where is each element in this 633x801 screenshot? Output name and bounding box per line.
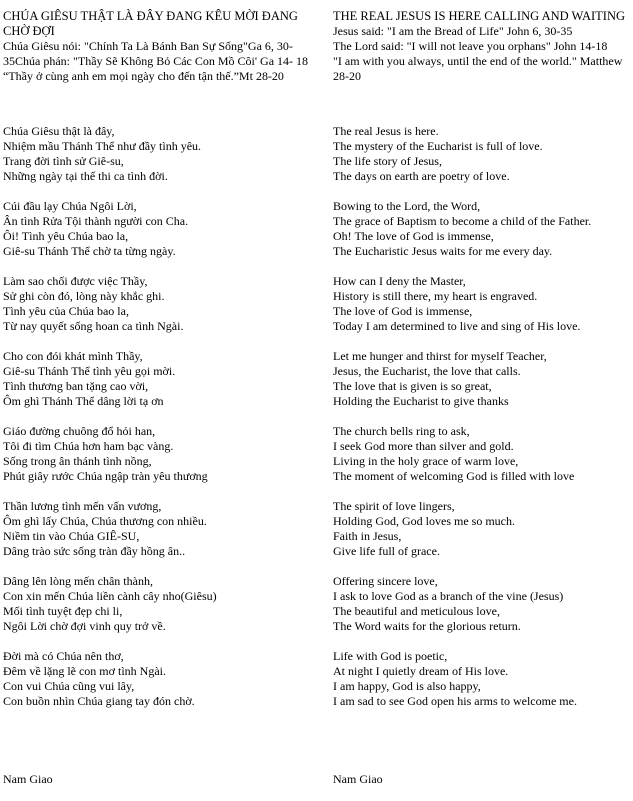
- stanza: [333, 649, 631, 709]
- poem-line: Giáo đường chuông đổ hỏi han,: [3, 424, 156, 438]
- poem-line: Ôm ghì Thánh Thể dâng lời tạ ơn: [3, 394, 164, 408]
- poem-line: The mystery of the Eucharist is full of love.: [333, 139, 543, 153]
- intro-line: “Thầy ở cùng anh em mọi ngày cho đến tận thế.”Mt 28-20: [3, 69, 284, 83]
- poem-line: Dâng lên lòng mến chân thành,: [3, 574, 153, 588]
- poem-line: Con buồn nhìn Chúa giang tay đón chờ.: [3, 694, 195, 708]
- poem-line: Tình yêu của Chúa bao la,: [3, 304, 129, 318]
- poem-line: At night I quietly dream of His love.: [333, 664, 509, 678]
- poem-line: History is still there, my heart is engraved.: [333, 289, 538, 303]
- poem-line: Từ nay quyết sống hoan ca tình Ngài.: [3, 319, 184, 333]
- stanza: [3, 124, 321, 184]
- poem-line: The love of God is immense,: [333, 304, 473, 318]
- stanza: [3, 274, 321, 334]
- poem-line: Thần lương tình mến vấn vương,: [3, 499, 162, 513]
- poem-line: Holding God, God loves me so much.: [333, 514, 515, 528]
- intro-line: The Lord said: "I will not leave you orphans" John 14-18: [333, 39, 608, 53]
- poem-line: Phút giây rước Chúa ngập tràn yêu thương: [3, 469, 208, 483]
- english-poem: [333, 124, 631, 709]
- english-column: [333, 9, 631, 709]
- poem-line: The spirit of love lingers,: [333, 499, 455, 513]
- vietnamese-column: [3, 9, 321, 709]
- poem-line: The Word waits for the glorious return.: [333, 619, 521, 633]
- poem-line: Nhiệm mầu Thánh Thể như đầy tình yêu.: [3, 139, 202, 153]
- poem-line: The love that is given is so great,: [333, 379, 492, 393]
- stanza: [333, 499, 631, 559]
- poem-line: Sử ghi còn đó, lòng này khắc ghi.: [3, 289, 165, 303]
- stanza: [3, 499, 321, 559]
- poem-line: Cúi đầu lạy Chúa Ngôi Lời,: [3, 199, 137, 213]
- vietnamese-poem: [3, 124, 321, 709]
- poem-line: Let me hunger and thirst for myself Teacher,: [333, 349, 547, 363]
- stanza: [333, 274, 631, 334]
- poem-line: Offering sincere love,: [333, 574, 438, 588]
- poem-line: The grace of Baptism to become a child of the Father.: [333, 214, 592, 228]
- poem-line: Holding the Eucharist to give thanks: [333, 394, 509, 408]
- poem-line: I ask to love God as a branch of the vine (Jesus): [333, 589, 564, 603]
- stanza: [3, 199, 321, 259]
- stanza: [333, 574, 631, 634]
- poem-line: Trang đời tình sử Giê-su,: [3, 154, 124, 168]
- poem-line: Giê-su Thánh Thể tình yêu gọi mời.: [3, 364, 176, 378]
- poem-line: Niềm tin vào Chúa GIÊ-SU,: [3, 529, 140, 543]
- poem-line: The days on earth are poetry of love.: [333, 169, 510, 183]
- english-intro: [333, 24, 631, 84]
- vietnamese-title: CHÚA GIÊSU THẬT LÀ ĐÂY ĐANG KÊU MỜI ĐANG CHỜ ĐỢI: [3, 9, 298, 38]
- poem-line: Today I am determined to live and sing of His love.: [333, 319, 581, 333]
- poem-line: Đời mà có Chúa nên thơ,: [3, 649, 124, 663]
- poem-line: The beautiful and meticulous love,: [333, 604, 500, 618]
- vietnamese-author: Nam Giao: [3, 772, 53, 786]
- poem-line: The Eucharistic Jesus waits for me every day.: [333, 244, 553, 258]
- poem-line: Living in the holy grace of warm love,: [333, 454, 519, 468]
- poem-line: Ngôi Lời chờ đợi vinh quy trở về.: [3, 619, 166, 633]
- stanza: [3, 424, 321, 484]
- poem-line: The real Jesus is here.: [333, 124, 439, 138]
- poem-line: Con vui Chúa cũng vui lây,: [3, 679, 135, 693]
- poem-line: I seek God more than silver and gold.: [333, 439, 514, 453]
- intro-line: Chúa Giêsu nói: "Chính Ta Là Bánh Ban Sự Sống"Ga 6, 30-35Chúa phán: "Thầy Sẽ Không Bỏ Các Con Mồ Côi' Ga 14- 18: [3, 39, 309, 68]
- english-title: THE REAL JESUS IS HERE CALLING AND WAITING: [333, 9, 625, 23]
- poem-line: Faith in Jesus,: [333, 529, 402, 543]
- poem-line: Tôi đi tìm Chúa hơn ham bạc vàng.: [3, 439, 174, 453]
- poem-line: Cho con đói khát mình Thầy,: [3, 349, 143, 363]
- vietnamese-intro: [3, 39, 321, 84]
- poem-line: Mối tình tuyệt đẹp chi li,: [3, 604, 123, 618]
- poem-line: Life with God is poetic,: [333, 649, 448, 663]
- poem-line: I am happy, God is also happy,: [333, 679, 481, 693]
- poem-line: How can I deny the Master,: [333, 274, 466, 288]
- poem-line: Những ngày tại thế thi ca tình đời.: [3, 169, 168, 183]
- poem-line: The life story of Jesus,: [333, 154, 442, 168]
- poem-line: Ôm ghì lấy Chúa, Chúa thương con nhiều.: [3, 514, 207, 528]
- poem-line: Giê-su Thánh Thể chờ ta từng ngày.: [3, 244, 176, 258]
- intro-line: "I am with you always, until the end of the world." Matthew 28-20: [333, 54, 623, 83]
- stanza: [3, 649, 321, 709]
- poem-line: I am sad to see God open his arms to welcome me.: [333, 694, 577, 708]
- poem-line: Dâng trào sức sống tràn đầy hồng ân..: [3, 544, 186, 558]
- english-author: Nam Giao: [333, 772, 383, 786]
- stanza: [333, 424, 631, 484]
- poem-line: Con xin mến Chúa liền cành cây nho(Giêsu): [3, 589, 217, 603]
- stanza: [3, 574, 321, 634]
- poem-line: Đêm về lặng lẽ con mơ tình Ngài.: [3, 664, 166, 678]
- poem-line: Sống trong ân thánh tình nồng,: [3, 454, 152, 468]
- poem-line: Bowing to the Lord, the Word,: [333, 199, 481, 213]
- stanza: [3, 349, 321, 409]
- poem-line: Ôi! Tình yêu Chúa bao la,: [3, 229, 129, 243]
- intro-line: Jesus said: "I am the Bread of Life" John 6, 30-35: [333, 24, 573, 38]
- poem-line: The church bells ring to ask,: [333, 424, 470, 438]
- stanza: [333, 124, 631, 184]
- poem-line: Jesus, the Eucharist, the love that calls.: [333, 364, 521, 378]
- poem-line: Tình thương ban tặng cao vời,: [3, 379, 149, 393]
- poem-line: Oh! The love of God is immense,: [333, 229, 494, 243]
- stanza: [333, 199, 631, 259]
- poem-line: The moment of welcoming God is filled with love: [333, 469, 575, 483]
- poem-line: Ân tình Rửa Tội thành người con Cha.: [3, 214, 189, 228]
- stanza: [333, 349, 631, 409]
- poem-line: Chúa Giêsu thật là đây,: [3, 124, 115, 138]
- poem-line: Làm sao chối được việc Thầy,: [3, 274, 148, 288]
- poem-line: Give life full of grace.: [333, 544, 440, 558]
